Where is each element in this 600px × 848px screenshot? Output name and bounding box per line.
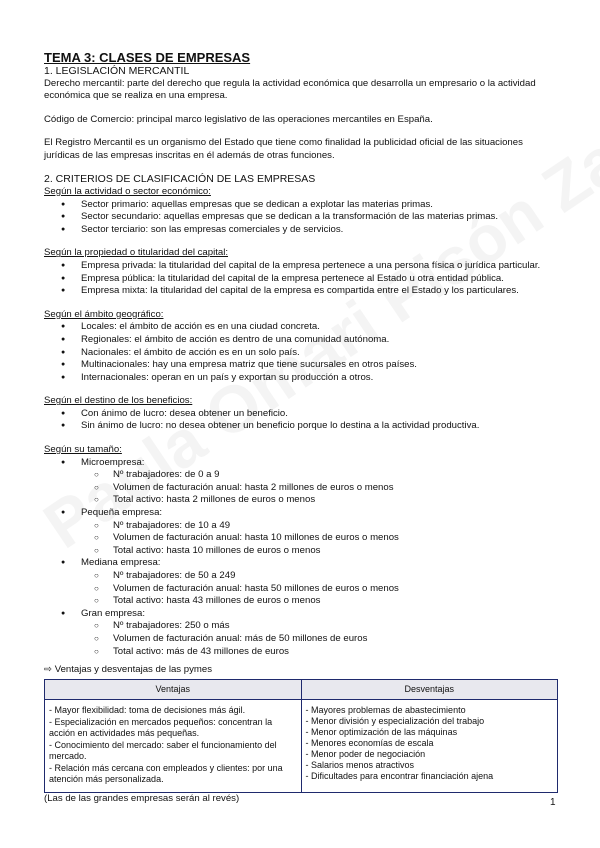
ventajas-cell	[45, 699, 302, 792]
list-item: ● Gran empresa: ○ Nº trabajadores: 250 o más ○ Volumen de facturación anual: más de 50 millones de euros ○ Total activo: más de 43 millones de euros	[44, 608, 559, 658]
paragraph: Código de Comercio: principal marco legislativo de las operaciones mercantiles en España.	[44, 113, 433, 125]
table-item: - Menores economías de escala	[305, 737, 434, 748]
table-item: - Mayor flexibilidad: toma de decisiones más ágil.	[49, 704, 246, 715]
sub-list-item: ○ Volumen de facturación anual: hasta 2 millones de euros o menos	[44, 482, 559, 495]
table-header-ventajas: Ventajas	[45, 679, 302, 699]
sub-list-item: ○ Volumen de facturación anual: hasta 50 millones de euros o menos	[44, 583, 559, 596]
paragraph: Derecho mercantil: parte del derecho que regula la actividad económica que desarrolla un empresario o la actividad económica que se realiza en una empresa.	[44, 77, 536, 102]
list-item: ● Internacionales: operan en un país y exportan su producción a otros.	[44, 372, 559, 385]
list-item: ● Empresa pública: la titularidad del capital de la empresa pertenece al Estado u otra entidad pública.	[44, 273, 559, 286]
sub-list-item: ○ Volumen de facturación anual: más de 50 millones de euros	[44, 633, 559, 646]
list-item: ● Microempresa: ○ Nº trabajadores: de 0 a 9 ○ Volumen de facturación anual: hasta 2 millones de euros o menos ○ Total activo: hasta 2 millones de euros o menos	[44, 457, 559, 507]
pros-cons-table	[44, 679, 558, 793]
sub-list-item: ○ Total activo: más de 43 millones de euros	[44, 646, 559, 659]
bullet-list	[44, 457, 559, 659]
list-item: ● Empresa mixta: la titularidad del capital de la empresa es compartida entre el Estado y los particulares.	[44, 285, 559, 298]
table-note: (Las de las grandes empresas serán al revés)	[44, 792, 240, 804]
list-item: ● Nacionales: el ámbito de acción es en un solo país.	[44, 347, 559, 360]
page-title: TEMA 3: CLASES DE EMPRESAS	[44, 50, 251, 65]
table-item: - Relación más cercana con empleados y clientes: por una atención más personalizada.	[49, 762, 283, 784]
paragraph: El Registro Mercantil es un organismo del Estado que tiene como finalidad la publicidad oficial de las situaciones jurídicas de las empresas inscritas en él además de otras funciones.	[44, 137, 523, 161]
subheading: Según el ámbito geográfico:	[44, 308, 164, 320]
list-item: ● Pequeña empresa: ○ Nº trabajadores: de 10 a 49 ○ Volumen de facturación anual: hasta 10 millones de euros o menos ○ Total activo: hasta 10 millones de euros o menos	[44, 507, 559, 557]
table-item: - Salarios menos atractivos	[305, 759, 415, 770]
subheading: Según su tamaño:	[44, 444, 122, 456]
bullet-list	[44, 408, 559, 433]
subheading: Según el destino de los beneficios:	[44, 395, 193, 407]
bullet-list	[44, 199, 559, 237]
sub-list-item: ○ Total activo: hasta 10 millones de euros o menos	[44, 545, 559, 558]
subheading: Según la propiedad o titularidad del capital:	[44, 247, 229, 259]
section-1-heading: 1. LEGISLACIÓN MERCANTIL	[44, 65, 190, 77]
list-item: ● Mediana empresa: ○ Nº trabajadores: de 50 a 249 ○ Volumen de facturación anual: hasta 50 millones de euros o menos ○ Total activo: hasta 43 millones de euros o menos	[44, 557, 559, 607]
sub-list-item: ○ Total activo: hasta 2 millones de euros o menos	[44, 494, 559, 507]
list-item: ● Sector secundario: aquellas empresas que se dedican a la transformación de las materias primas.	[44, 211, 559, 224]
page-number: 1	[550, 797, 556, 808]
list-item: ● Regionales: el ámbito de acción es dentro de una comunidad autónoma.	[44, 334, 559, 347]
table-title: ⇨ Ventajas y desventajas de las pymes	[44, 664, 213, 676]
table-item: - Menor poder de negociación	[305, 748, 426, 759]
table-item: - Dificultades para encontrar financiación ajena	[305, 770, 494, 781]
bullet-list	[44, 260, 559, 298]
sub-list-item: ○ Nº trabajadores: de 10 a 49	[44, 520, 559, 533]
list-item: ● Sin ánimo de lucro: no desea obtener un beneficio porque lo destina a la actividad productiva.	[44, 420, 559, 433]
list-item: ● Con ánimo de lucro: desea obtener un beneficio.	[44, 408, 559, 421]
sub-list-item: ○ Nº trabajadores: 250 o más	[44, 620, 559, 633]
list-item: ● Locales: el ámbito de acción es en una ciudad concreta.	[44, 321, 559, 334]
section-2-heading: 2. CRITERIOS DE CLASIFICACIÓN DE LAS EMPRESAS	[44, 173, 316, 186]
table-item: - Menor optimización de las máquinas	[305, 726, 458, 737]
sub-list-item: ○ Total activo: hasta 43 millones de euros o menos	[44, 595, 559, 608]
table-item: - Mayores problemas de abastecimiento	[305, 704, 466, 715]
table-item: - Conocimiento del mercado: saber el funcionamiento del mercado.	[49, 739, 277, 761]
list-item: ● Empresa privada: la titularidad del capital de la empresa pertenece a una persona física o jurídica particular.	[44, 260, 559, 273]
document-page	[44, 50, 559, 805]
sub-list-item: ○ Nº trabajadores: de 50 a 249	[44, 570, 559, 583]
table-header-desventajas: Desventajas	[301, 679, 558, 699]
subheading: Según la actividad o sector económico:	[44, 185, 211, 197]
desventajas-cell	[301, 699, 558, 792]
sub-list-item: ○ Nº trabajadores: de 0 a 9	[44, 469, 559, 482]
list-item: ● Sector primario: aquellas empresas que se dedican a explotar las materias primas.	[44, 199, 559, 212]
list-item: ● Multinacionales: hay una empresa matriz que tiene sucursales en otros países.	[44, 359, 559, 372]
table-item: - Menor división y especialización del trabajo	[305, 715, 485, 726]
bullet-list	[44, 321, 559, 384]
table-item: - Especialización en mercados pequeños: concentran la acción en actividades más pequeñas.	[49, 716, 273, 738]
list-item: ● Sector terciario: son las empresas comerciales y de servicios.	[44, 224, 559, 237]
sub-list-item: ○ Volumen de facturación anual: hasta 10 millones de euros o menos	[44, 532, 559, 545]
